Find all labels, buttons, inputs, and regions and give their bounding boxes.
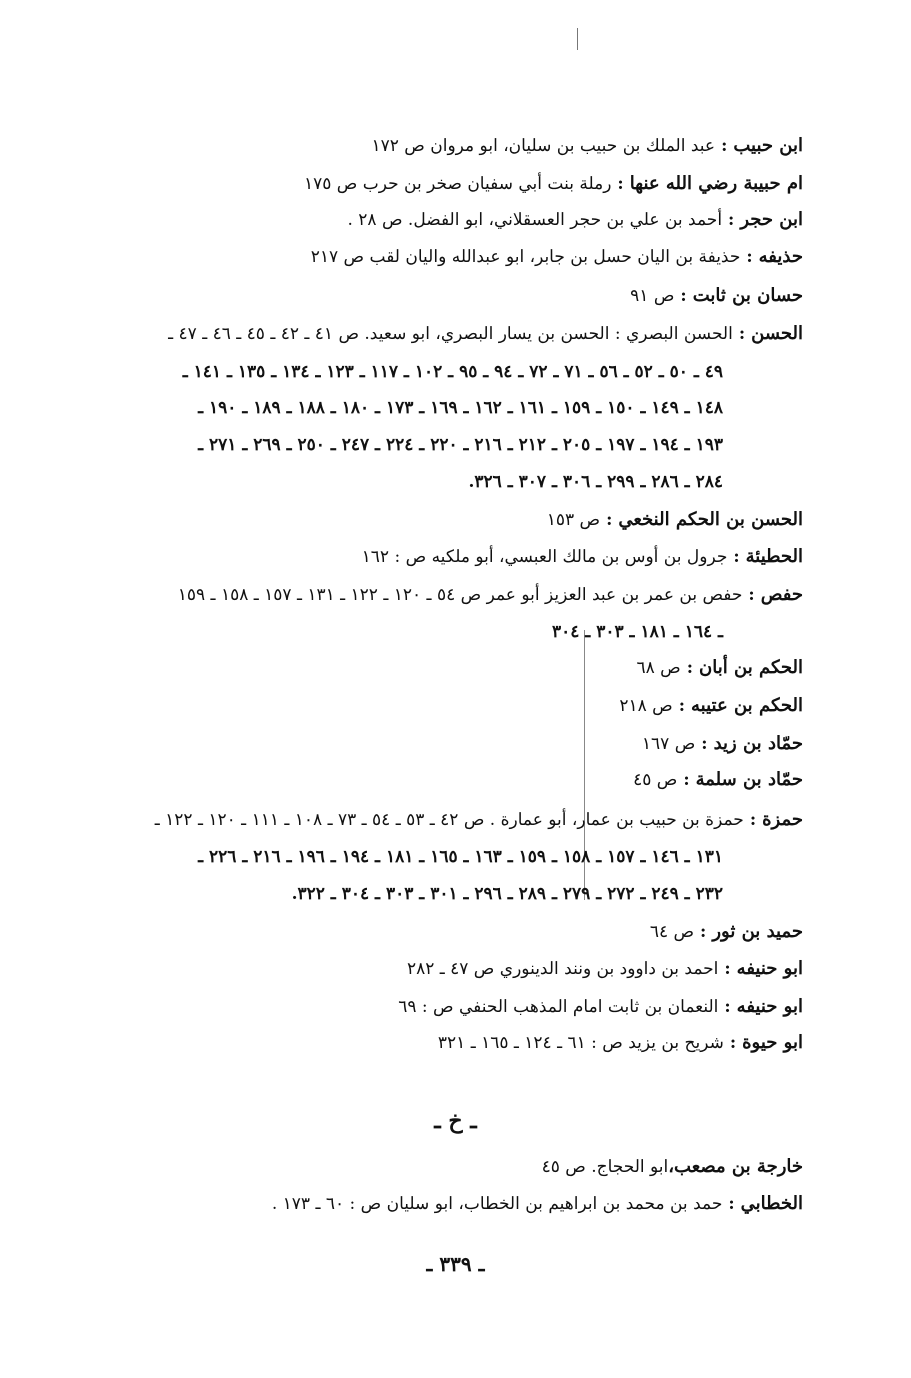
entry-heading: حميد بن ثور (712, 921, 803, 942)
entry-separator: : (606, 510, 613, 530)
entry-heading: ام حبيبة رضي الله عنها (629, 173, 803, 194)
index-entry (155, 808, 803, 832)
entry-separator: : (738, 324, 746, 344)
entry-heading: ابو حنيفه (736, 958, 803, 979)
entry-heading: الحكم بن عتيبه (691, 695, 803, 716)
entry-separator: : (683, 770, 690, 790)
index-entry (633, 768, 803, 792)
entry-heading: حذيفه (758, 246, 803, 267)
entry-separator: : (746, 247, 753, 267)
entry-heading: حمزة (762, 809, 803, 830)
entry-separator: : (729, 1033, 737, 1053)
entry-text: ص ٦٤ (649, 922, 695, 942)
entry-text: عبد الملك بن حبيب بن سليان، ابو مروان ص ١٧٢ (371, 136, 716, 156)
index-entry (547, 508, 803, 532)
entry-heading: الحطيئة (745, 546, 803, 567)
entry-text: جرول بن أوس بن مالك العبسي، أبو ملكيه ص : ١٦٢ (361, 547, 728, 567)
entry-separator: : (728, 1194, 735, 1214)
entry-heading: الحكم بن أبان (699, 657, 803, 678)
entry-heading: ابو حنيفه (736, 996, 803, 1017)
entry-separator: : (701, 734, 708, 754)
page-refs-line: ١٤٨ ـ ١٤٩ ـ ١٥٠ ـ ١٥٩ ـ ١٦١ ـ ١٦٢ ـ ١٦٩ ـ ١٧٣ ـ ١٨٠ ـ ١٨٨ ـ ١٨٩ ـ ١٩٠ ـ (198, 398, 723, 418)
entry-heading: حسان بن ثابت (692, 285, 803, 306)
entry-text: ص ٢١٨ (619, 696, 673, 716)
entry-text: ص ١٥٣ (546, 510, 601, 530)
entry-text: ابو الحجاج. ص ٤٥ (541, 1157, 669, 1177)
entry-text: شريح بن يزيد ص : ٦١ ـ ١٢٤ ـ ١٦٥ ـ ٣٢١ (437, 1033, 724, 1053)
entry-separator: : (724, 959, 731, 979)
entry-heading: حمّاد بن زيد (713, 733, 803, 754)
index-entry (407, 957, 803, 981)
entry-separator: : (749, 810, 757, 830)
page-refs-line: ـ ١٦٤ ـ ١٨١ ـ ٣٠٣ ـ ٣٠٤ (551, 622, 723, 642)
entry-separator: : (680, 286, 687, 306)
entry-separator: : (724, 997, 731, 1017)
index-entry (272, 1192, 803, 1216)
page-refs-line: ١٣١ ـ ١٤٦ ـ ١٥٧ ـ ١٥٨ ـ ١٥٩ ـ ١٦٣ ـ ١٦٥ ـ ١٨١ ـ ١٩٤ ـ ١٩٦ ـ ٢١٦ ـ ٢٢٦ ـ (198, 847, 723, 867)
index-entry (637, 656, 804, 680)
page-refs-line: ٤٩ ـ ٥٠ ـ ٥٢ ـ ٥٦ ـ ٧١ ـ ٧٢ ـ ٩٤ ـ ٩٥ ـ ١٠٢ ـ ١١٧ ـ ١٢٣ ـ ١٣٤ ـ ١٣٥ ـ ١٤١ ـ (182, 362, 723, 382)
entry-text: أحمد بن علي بن حجر العسقلاني، ابو الفضل. ص ٢٨ . (347, 210, 723, 230)
entry-text: ص ٤٥ (633, 770, 678, 790)
entry-separator: : (721, 136, 728, 156)
index-entry (438, 1031, 803, 1055)
entry-heading: حمّاد بن سلمة (695, 769, 803, 790)
index-entry (304, 172, 803, 196)
index-entry (371, 134, 803, 158)
index-entry (642, 732, 803, 756)
entry-separator: : (700, 922, 707, 942)
entry-text: رملة بنت أبي سفيان صخر بن حرب ص ١٧٥ (303, 174, 612, 194)
binding-mark (577, 28, 578, 50)
entry-separator: : (748, 585, 755, 605)
entry-text: النعمان بن ثابت امام المذهب الحنفي ص : ٦٩ (398, 997, 719, 1017)
entry-heading: الحسن بن الحكم النخعي (618, 509, 803, 530)
page-refs-line: ٢٣٢ ـ ٢٤٩ ـ ٢٧٢ ـ ٢٧٩ ـ ٢٨٩ ـ ٢٩٦ ـ ٣٠١ ـ ٣٠٣ ـ ٣٠٤ ـ ٣٢٢. (291, 884, 723, 904)
entry-heading: ابن حبيب (733, 135, 803, 156)
index-entry (347, 208, 803, 232)
entry-separator: : (686, 658, 694, 678)
entry-text: ص ٩١ (630, 286, 675, 306)
entry-text: حمد بن محمد بن ابراهيم بن الخطاب، ابو سليان ص : ٦٠ ـ ١٧٣ . (271, 1194, 723, 1214)
entry-heading: الحسن (751, 323, 803, 344)
entry-heading: الخطابي (740, 1193, 803, 1214)
entry-text: حذيفة بن اليان حسل بن جابر، ابو عبدالله واليان لقب ص ٢١٧ (310, 247, 741, 267)
index-entry (178, 583, 803, 607)
entry-separator: : (733, 547, 740, 567)
entry-text: احمد بن داوود بن ونند الدينوري ص ٤٧ ـ ٢٨٢ (406, 959, 719, 979)
entry-heading: حفص (760, 584, 803, 605)
index-entry (630, 284, 803, 308)
entry-text: الحسن البصري : الحسن بن يسار البصري، ابو سعيد. ص ٤١ ـ ٤٢ ـ ٤٥ ـ ٤٦ ـ ٤٧ ـ (168, 324, 733, 344)
index-entry (168, 322, 803, 346)
index-entry (398, 995, 803, 1019)
entry-text: ص ١٦٧ (641, 734, 696, 754)
page-number: ـ ٣٣٩ ـ (426, 1252, 485, 1276)
index-entry (311, 245, 803, 269)
entry-heading: ابو حيوة (742, 1032, 803, 1053)
entry-heading: خارجة بن مصعب، (668, 1156, 803, 1177)
index-entry (650, 920, 803, 944)
index-entry (362, 545, 803, 569)
entry-heading: ابن حجر (740, 209, 803, 230)
entry-text: حمزة بن حبيب بن عمار، أبو عمارة . ص ٤٢ ـ ٥٣ ـ ٥٤ ـ ٧٣ ـ ١٠٨ ـ ١١١ ـ ١٢٠ ـ ١٢٢ ـ (154, 810, 744, 830)
index-entry (619, 694, 803, 718)
page-refs-line: ٢٨٤ ـ ٢٨٦ ـ ٢٩٩ ـ ٣٠٦ ـ ٣٠٧ ـ ٣٢٦. (468, 472, 723, 492)
entry-separator: : (728, 210, 735, 230)
section-letter-heading: ـ خ ـ (434, 1108, 477, 1134)
index-entry (542, 1155, 803, 1179)
entry-text: ص ٦٨ (636, 658, 681, 678)
entry-separator: : (617, 174, 624, 194)
entry-text: حفص بن عمر بن عبد العزيز أبو عمر ص ٥٤ ـ ١٢٠ ـ ١٢٢ ـ ١٣١ ـ ١٥٧ ـ ١٥٨ ـ ١٥٩ (177, 585, 743, 605)
page-refs-line: ١٩٣ ـ ١٩٤ ـ ١٩٧ ـ ٢٠٥ ـ ٢١٢ ـ ٢١٦ ـ ٢٢٠ ـ ٢٢٤ ـ ٢٤٧ ـ ٢٥٠ ـ ٢٦٩ ـ ٢٧١ ـ (198, 435, 723, 455)
entry-separator: : (678, 696, 686, 716)
